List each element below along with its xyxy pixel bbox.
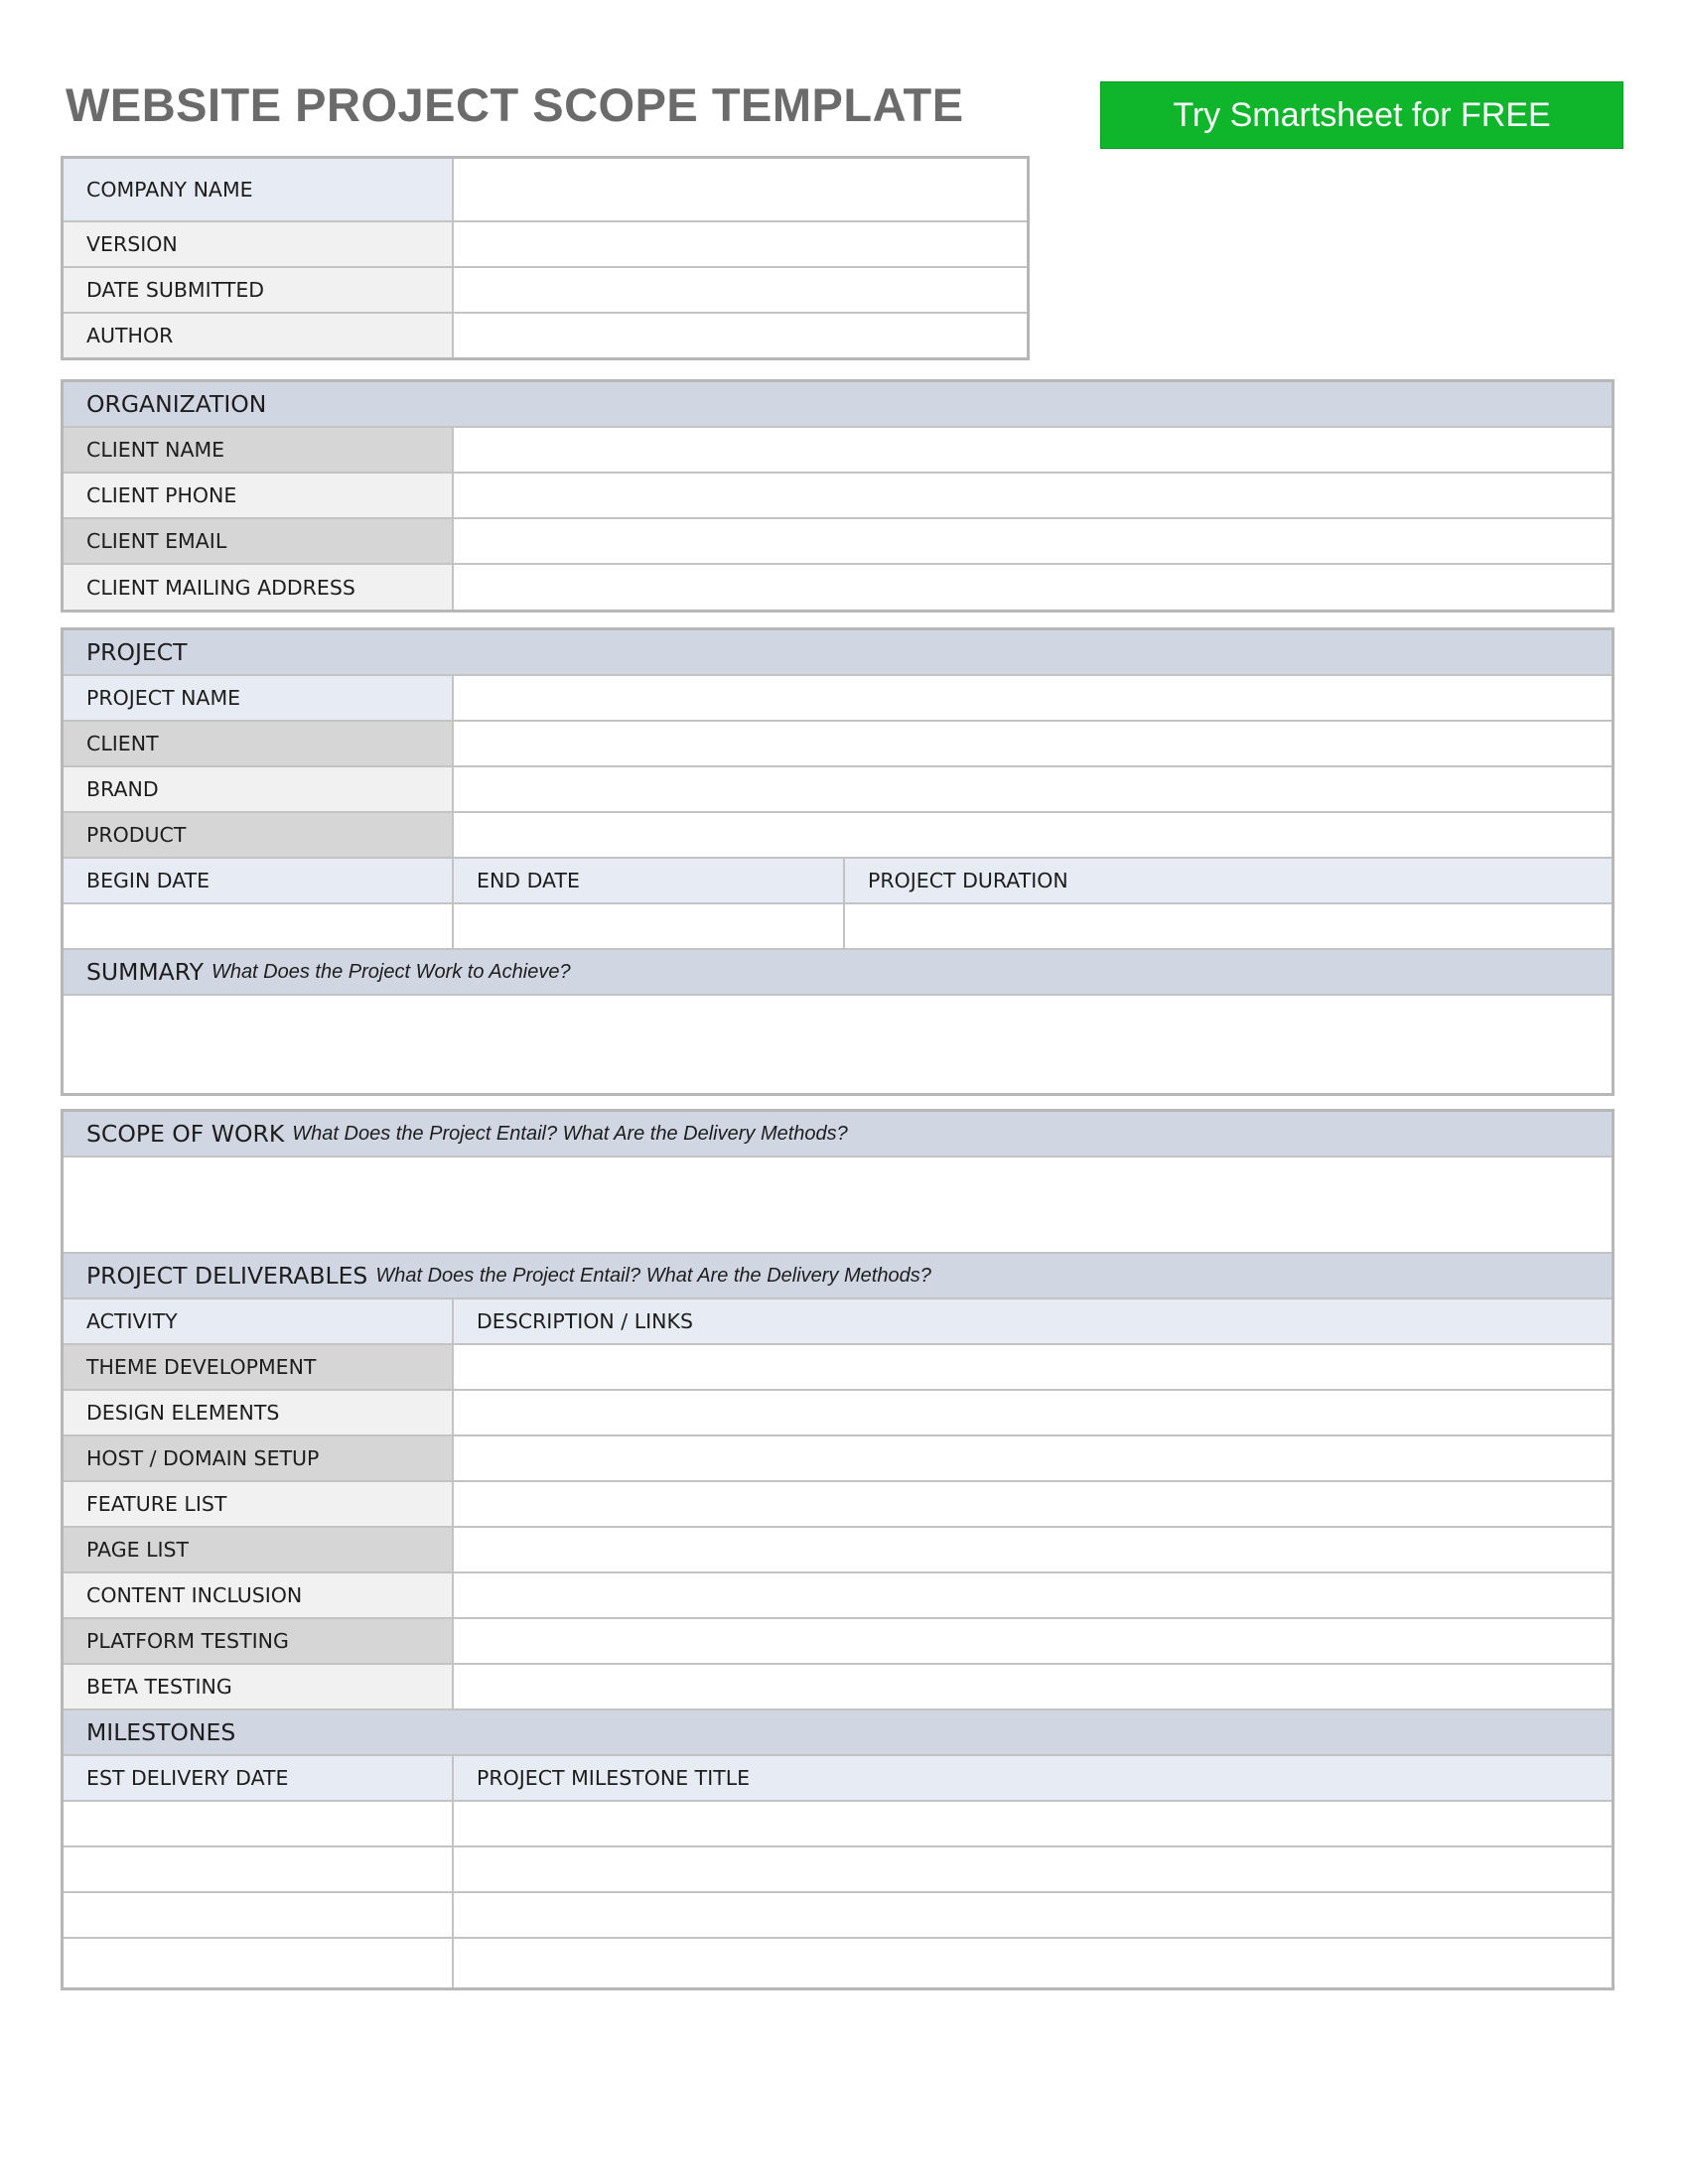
page-title: WEBSITE PROJECT SCOPE TEMPLATE — [66, 78, 964, 131]
milestone-date-field[interactable] — [64, 1847, 454, 1893]
activity-description-field[interactable] — [454, 1482, 1612, 1528]
project-header-label: PROJECT — [86, 638, 188, 666]
activity-label: PLATFORM TESTING — [64, 1619, 454, 1665]
client-phone-label: CLIENT PHONE — [64, 474, 454, 519]
milestone-title-field[interactable] — [454, 1893, 1612, 1939]
product-field[interactable] — [454, 813, 1612, 859]
project-deliverables-header — [64, 1254, 1612, 1299]
milestones-header-label: MILESTONES — [86, 1718, 236, 1746]
scope-table — [61, 1109, 1615, 1990]
author-label: AUTHOR — [64, 314, 454, 357]
est-delivery-date-column-header: EST DELIVERY DATE — [64, 1756, 454, 1802]
scope-of-work-field[interactable] — [64, 1158, 1612, 1254]
milestone-title-field[interactable] — [454, 1939, 1612, 1987]
milestone-date-field[interactable] — [64, 1802, 454, 1847]
activity-label: THEME DEVELOPMENT — [64, 1345, 454, 1391]
project-header — [64, 630, 1612, 676]
activity-label: HOST / DOMAIN SETUP — [64, 1436, 454, 1482]
brand-field[interactable] — [454, 767, 1612, 813]
activity-column-header: ACTIVITY — [64, 1299, 454, 1345]
client-field[interactable] — [454, 722, 1612, 767]
client-mailing-address-label: CLIENT MAILING ADDRESS — [64, 565, 454, 610]
date-submitted-label: DATE SUBMITTED — [64, 268, 454, 314]
project-name-label: PROJECT NAME — [64, 676, 454, 722]
activity-label: BETA TESTING — [64, 1665, 454, 1710]
company-name-field[interactable] — [454, 159, 1027, 222]
activity-description-field[interactable] — [454, 1436, 1612, 1482]
begin-date-label: BEGIN DATE — [64, 859, 454, 904]
activity-description-field[interactable] — [454, 1391, 1612, 1436]
project-table — [61, 627, 1615, 1096]
activity-description-field[interactable] — [454, 1573, 1612, 1619]
author-field[interactable] — [454, 314, 1027, 357]
client-email-label: CLIENT EMAIL — [64, 519, 454, 565]
client-email-field[interactable] — [454, 519, 1612, 565]
product-label: PRODUCT — [64, 813, 454, 859]
begin-date-field[interactable] — [64, 904, 454, 950]
activity-description-field[interactable] — [454, 1665, 1612, 1710]
date-submitted-field[interactable] — [454, 268, 1027, 314]
milestone-date-field[interactable] — [64, 1893, 454, 1939]
project-name-field[interactable] — [454, 676, 1612, 722]
activity-description-field[interactable] — [454, 1619, 1612, 1665]
summary-header-subtitle: What Does the Project Work to Achieve? — [211, 960, 571, 983]
project-duration-field[interactable] — [845, 904, 1612, 950]
activity-label: FEATURE LIST — [64, 1482, 454, 1528]
company-name-label: COMPANY NAME — [64, 159, 454, 222]
try-smartsheet-button[interactable]: Try Smartsheet for FREE — [1100, 81, 1623, 149]
milestone-title-field[interactable] — [454, 1802, 1612, 1847]
organization-table — [61, 379, 1615, 613]
client-name-field[interactable] — [454, 428, 1612, 474]
end-date-field[interactable] — [454, 904, 845, 950]
scope-of-work-header — [64, 1112, 1612, 1158]
summary-header-label: SUMMARY — [86, 958, 204, 986]
scope-of-work-header-subtitle: What Does the Project Entail? What Are the Delivery Methods? — [292, 1122, 848, 1145]
organization-header-label: ORGANIZATION — [86, 390, 267, 418]
activity-label: DESIGN ELEMENTS — [64, 1391, 454, 1436]
brand-label: BRAND — [64, 767, 454, 813]
version-label: VERSION — [64, 222, 454, 268]
milestones-header — [64, 1710, 1612, 1756]
scope-of-work-header-label: SCOPE OF WORK — [86, 1120, 285, 1148]
end-date-label: END DATE — [454, 859, 845, 904]
milestone-date-field[interactable] — [64, 1939, 454, 1987]
client-name-label: CLIENT NAME — [64, 428, 454, 474]
project-duration-label: PROJECT DURATION — [845, 859, 1612, 904]
client-label: CLIENT — [64, 722, 454, 767]
organization-header — [64, 382, 1612, 428]
client-phone-field[interactable] — [454, 474, 1612, 519]
milestone-title-column-header: PROJECT MILESTONE TITLE — [454, 1756, 1612, 1802]
info-table — [61, 156, 1030, 360]
client-mailing-address-field[interactable] — [454, 565, 1612, 610]
project-deliverables-header-subtitle: What Does the Project Entail? What Are the Delivery Methods? — [375, 1264, 931, 1287]
activity-label: PAGE LIST — [64, 1528, 454, 1573]
milestone-title-field[interactable] — [454, 1847, 1612, 1893]
description-column-header: DESCRIPTION / LINKS — [454, 1299, 1612, 1345]
project-deliverables-header-label: PROJECT DELIVERABLES — [86, 1262, 368, 1290]
version-field[interactable] — [454, 222, 1027, 268]
summary-field[interactable] — [64, 996, 1612, 1093]
activity-description-field[interactable] — [454, 1528, 1612, 1573]
activity-description-field[interactable] — [454, 1345, 1612, 1391]
summary-header — [64, 950, 1612, 996]
activity-label: CONTENT INCLUSION — [64, 1573, 454, 1619]
